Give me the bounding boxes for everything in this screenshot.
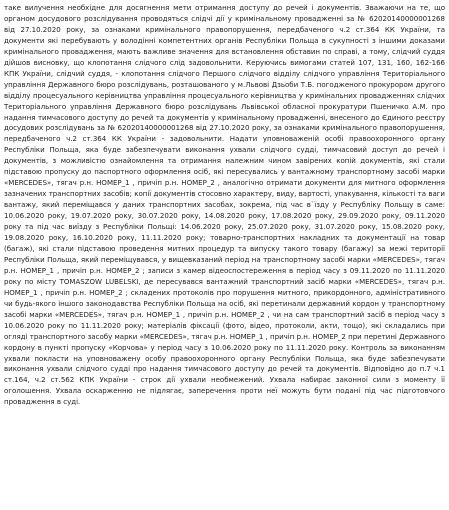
ruling-paragraph: таке вилучення необхідне для досягнення мети отримання доступу до речей і документів. Зважаючи на те, що органом досудового розслідування проводяться слідчі дії у кримінальному провадженні за № 62020140000001268 від 27.10.2020 року, за ознаками кримінального правопорушення, передбаченого ч.2 ст.364 КК України, та документи які перебувають у володінні компетентних органів Республіки Польща в сукупності з іншими доказами кримінального провадження, мають важливе значення для встановлення обставин по справі, а тому, слідчий суддя дійшов висновку, що клопотання слідчого слід задовольнити. Керуючись вимогами статей 107, 131, 160, 162-166 КПК України, слідчий суддя, - клопотання слідчого Першого слідчого відділу слідчого управління Територіального управління Державного бюро розслідувань, розташованого у м.Львові Дзьоби Т.Б. погодженого прокурором другого відділу процесуального керівництва управління процесуального керівництва у кримінальних провадженнях слідчих Територіального управління Державного бюро розслідувань Львівської обласної прокуратури Пшеничко А.М. про надання тимчасового доступу до речей та документів у кримінальному провадженні, внесеного до Єдиного реєстру досудових розслідувань за № 62020140000001268 від 27.10.2020 року, за ознаками кримінального правопорушення, передбаченого ч.2 ст.364 КК України - задовольнити. Надати уповноваженій особі правоохоронного органу Республіки Польща, яка буде забезпечувати виконання ухвали слідчого судді, тимчасовий доступ до речей і документів, з можливістю ознайомлення та отримання належним чином завірених копій документів, які стали підставою пропуску до паспортного оформлення осіб, які пересувались у вантажному транспортному засобі марки «MERCEDES», тягач р.н. НОМЕР_1 , причіп р.н. НОМЕР_2 , аналогічно отримати документи для митного оформлення зазначених транспортних засобів; копії документів стосовно характеру, виду, вартості, упакування, кількості та ваги вантажу, який переміщався у даних транспортних засобах, зокрема, під час в`їзду у Республіку Польщу в саме: 10.06.2020 року, 19.07.2020 року, 30.07.2020 року, 14.08.2020 року, 17.08.2020 року, 29.09.2020 року, 09.11.2020 року та під час виїзду з Республіки Польщі: 14.06.2020 року, 25.07.2020 року, 31.07.2020 року, 15.08.2020 року, 19.08.2020 року, 16.10.2020 року, 11.11.2020 року; товарно-транспортних накладних та документації на товар (багаж), які стали підставою проведення митних процедур та випуску такого товару (багажу) за межі території Республіки Польща, який переміщувався, у вищевказаний період на транспортному засобі марки «MERCEDES», тягач р.н. НОМЕР_1 , причіп р.н. НОМЕР_2 ; записи з камер відеоспостереження в період часу з 09.11.2020 по 11.11.2020 року по місту TOMASZOW LUBELSKI, де пересувався вантажний транспортний засіб марки «MERCEDES», тягач р.н. НОМЕР_1 , причіп р.н. НОМЕР_2 ; складених протоколів про порушення митного, прикордонного, адміністративного чи будь-якого іншого законодавства Республіки Польща на осіб, які перетинали державний кордон у транспортному засобі марки «MERCEDES», тягач р.н. НОМЕР_1 , причіп р.н. НОМЕР_2 , чи на сам транспортний засіб в період часу з 10.06.2020 року по 11.11.2020 року; матеріалів фіксації (фото, відео, протоколи, акти, тощо), які складались при огляді транспортного засобу марки «MERCEDES», тягач р.н. НОМЕР_1 , причіп р.н. НОМЕР_2 при перетині Державного кордону в пункті пропуску «Корчова» у період часу з 10.06.2020 року по 11.11.2020 року. Контроль за виконанням ухвали покласти на уповноважену особу правоохоронного органу Республіки Польща, яка буде забезпечувати виконання ухвали слідчого судді про надання тимчасового доступу до речей та документів. Відповідно до п.7 ч.1 ст.164, ч.2 ст.562 КПК України - строк дії ухвали необмежений. Ухвала набирає законної сили з моменту її оголошення. Ухвала оскарженню не підлягає, заперечення проти неї можуть бути подані під час підготовчого провадження в суді. — [4, 3, 445, 407]
